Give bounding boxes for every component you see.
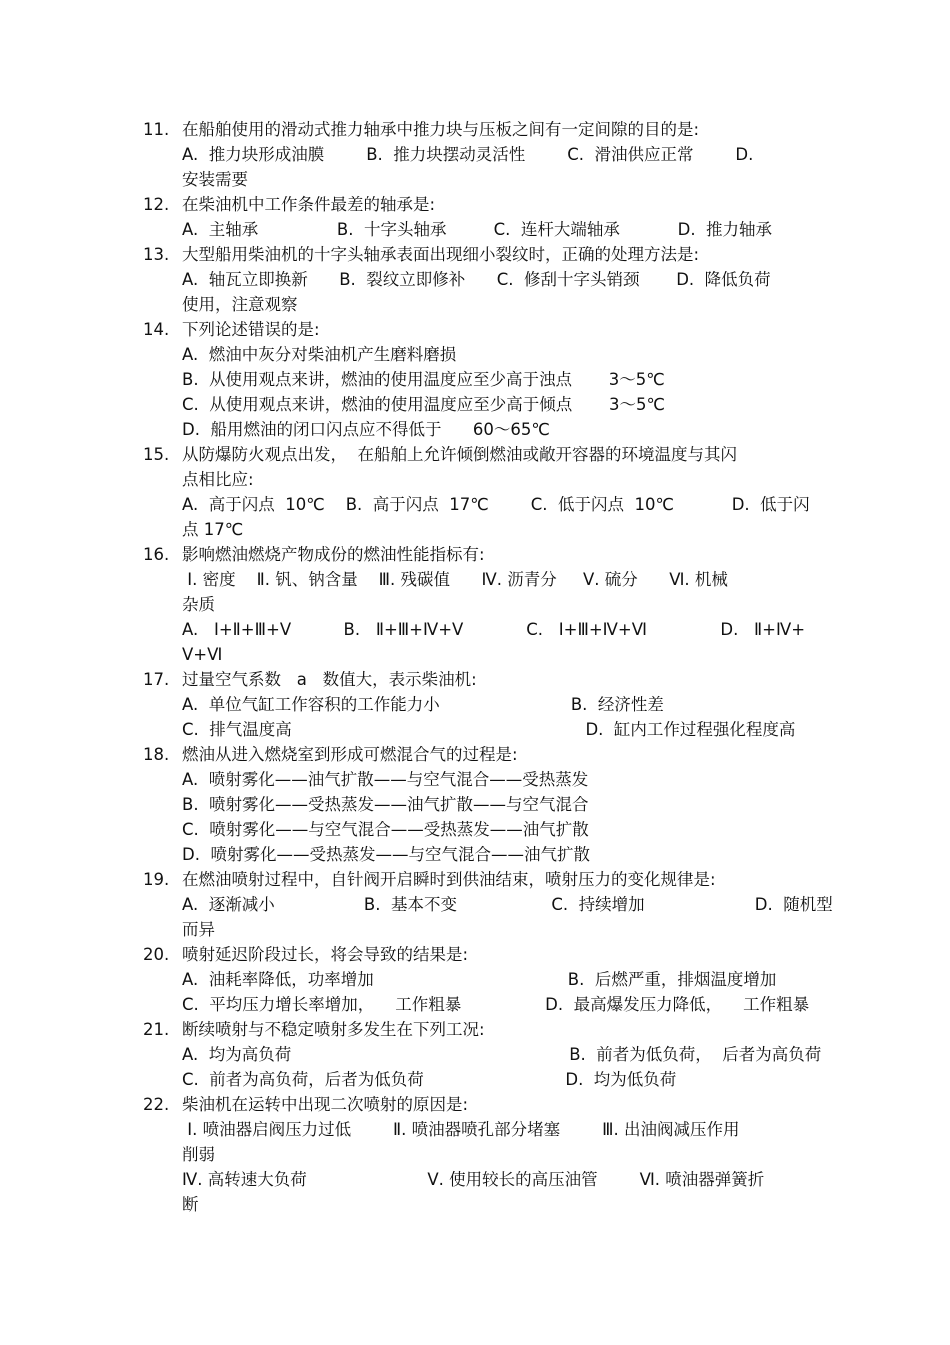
question-text: 柴油机在运转中出现二次喷射的原因是: <box>182 1095 469 1114</box>
text-line <box>0 792 950 817</box>
text-line <box>0 342 950 367</box>
question-text: 在燃油喷射过程中，自针阀开启瞬时到供油结束，喷射压力的变化规律是: <box>182 870 716 889</box>
line-text: 点 17℃ <box>182 520 244 539</box>
question-line <box>0 742 950 767</box>
question-number: 11. <box>143 120 170 139</box>
question-line <box>0 1017 950 1042</box>
line-text: A. 均为高负荷 B. 前者为低负荷， 后者为高负荷 <box>182 1045 822 1064</box>
line-text: D. 喷射雾化——受热蒸发——与空气混合——油气扩散 <box>182 845 590 864</box>
line-text: 削弱 <box>182 1145 215 1164</box>
text-line <box>0 842 950 867</box>
text-line <box>0 492 950 517</box>
line-text: A. 高于闪点 10℃ B. 高于闪点 17℃ C. 低于闪点 10℃ D. 低于闪 <box>182 495 810 514</box>
question-line <box>0 867 950 892</box>
line-text: 安装需要 <box>182 170 248 189</box>
line-text: D. 船用燃油的闭口闪点应不得低于 60～65℃ <box>182 420 550 439</box>
question-line <box>0 1092 950 1117</box>
question-line <box>0 442 950 467</box>
question-line <box>0 242 950 267</box>
question-text: 在柴油机中工作条件最差的轴承是: <box>182 195 436 214</box>
question-line <box>0 667 950 692</box>
line-text: A. Ⅰ+Ⅱ+Ⅲ+Ⅴ B. Ⅱ+Ⅲ+Ⅳ+Ⅴ C. Ⅰ+Ⅲ+Ⅳ+Ⅵ D. Ⅱ+Ⅳ+ <box>182 620 806 639</box>
text-line <box>0 267 950 292</box>
text-line <box>0 217 950 242</box>
text-line <box>0 142 950 167</box>
question-number: 19. <box>143 870 170 889</box>
text-line <box>0 917 950 942</box>
line-text: A. 单位气缸工作容积的工作能力小 B. 经济性差 <box>182 695 664 714</box>
text-line <box>0 617 950 642</box>
line-text: C. 排气温度高 D. 缸内工作过程强化程度高 <box>182 720 796 739</box>
line-text: A. 主轴承 B. 十字头轴承 C. 连杆大端轴承 D. 推力轴承 <box>182 220 773 239</box>
text-line <box>0 967 950 992</box>
question-number: 21. <box>143 1020 170 1039</box>
line-text: 点相比应: <box>182 470 254 489</box>
text-line <box>0 642 950 667</box>
question-line <box>0 317 950 342</box>
line-text: A. 逐渐减小 B. 基本不变 C. 持续增加 D. 随机型 <box>182 895 833 914</box>
question-line <box>0 117 950 142</box>
line-text: 而异 <box>182 920 215 939</box>
text-line <box>0 692 950 717</box>
line-text: B. 喷射雾化——受热蒸发——油气扩散——与空气混合 <box>182 795 589 814</box>
question-line <box>0 192 950 217</box>
question-number: 18. <box>143 745 170 764</box>
line-text: A. 燃油中灰分对柴油机产生磨料磨损 <box>182 345 457 364</box>
text-line <box>0 567 950 592</box>
question-number: 16. <box>143 545 170 564</box>
line-text: Ⅳ. 高转速大负荷 Ⅴ. 使用较长的高压油管 Ⅵ. 喷油器弹簧折 <box>182 1170 765 1189</box>
line-text: A. 油耗率降低，功率增加 B. 后燃严重，排烟温度增加 <box>182 970 777 989</box>
line-text: C. 喷射雾化——与空气混合——受热蒸发——油气扩散 <box>182 820 589 839</box>
text-line <box>0 167 950 192</box>
question-text: 影响燃油燃烧产物成份的燃油性能指标有: <box>182 545 485 564</box>
line-text: C. 前者为高负荷，后者为低负荷 D. 均为低负荷 <box>182 1070 677 1089</box>
text-line <box>0 467 950 492</box>
question-text: 断续喷射与不稳定喷射多发生在下列工况: <box>182 1020 485 1039</box>
question-number: 22. <box>143 1095 170 1114</box>
text-line <box>0 892 950 917</box>
question-number: 14. <box>143 320 170 339</box>
line-text: C. 从使用观点来讲，燃油的使用温度应至少高于倾点 3～5℃ <box>182 395 665 414</box>
text-line <box>0 292 950 317</box>
text-line <box>0 417 950 442</box>
question-text: 大型船用柴油机的十字头轴承表面出现细小裂纹时，正确的处理方法是: <box>182 245 700 264</box>
line-text: C. 平均压力增长率增加， 工作粗暴 D. 最高爆发压力降低， 工作粗暴 <box>182 995 810 1014</box>
line-text: 杂质 <box>182 595 215 614</box>
line-text: 使用，注意观察 <box>182 295 298 314</box>
question-number: 13. <box>143 245 170 264</box>
text-line <box>0 717 950 742</box>
text-line <box>0 592 950 617</box>
text-line <box>0 367 950 392</box>
line-text: B. 从使用观点来讲，燃油的使用温度应至少高于浊点 3～5℃ <box>182 370 665 389</box>
text-line <box>0 1142 950 1167</box>
line-text: Ⅰ. 喷油器启阀压力过低 Ⅱ. 喷油器喷孔部分堵塞 Ⅲ. 出油阀减压作用 <box>182 1120 740 1139</box>
text-line <box>0 817 950 842</box>
question-text: 从防爆防火观点出发， 在船舶上允许倾倒燃油或敞开容器的环境温度与其闪 <box>182 445 737 464</box>
question-line <box>0 542 950 567</box>
line-text: Ⅴ+Ⅵ <box>182 645 223 664</box>
text-line <box>0 767 950 792</box>
text-line <box>0 517 950 542</box>
question-text: 喷射延迟阶段过长，将会导致的结果是: <box>182 945 469 964</box>
question-text: 下列论述错误的是: <box>182 320 320 339</box>
question-line <box>0 942 950 967</box>
text-line <box>0 992 950 1017</box>
question-number: 12. <box>143 195 170 214</box>
line-text: Ⅰ. 密度 Ⅱ. 钒、钠含量 Ⅲ. 残碳值 Ⅳ. 沥青分 Ⅴ. 硫分 Ⅵ. 机械 <box>182 570 728 589</box>
text-line <box>0 1192 950 1217</box>
text-line <box>0 1117 950 1142</box>
question-text: 过量空气系数 a 数值大，表示柴油机: <box>182 670 477 689</box>
question-text: 在船舶使用的滑动式推力轴承中推力块与压板之间有一定间隙的目的是: <box>182 120 700 139</box>
text-line <box>0 1042 950 1067</box>
line-text: A. 推力块形成油膜 B. 推力块摆动灵活性 C. 滑油供应正常 D. <box>182 145 754 164</box>
question-number: 17. <box>143 670 170 689</box>
question-number: 20. <box>143 945 170 964</box>
line-text: A. 轴瓦立即换新 B. 裂纹立即修补 C. 修刮十字头销颈 D. 降低负荷 <box>182 270 771 289</box>
text-line <box>0 1167 950 1192</box>
question-number: 15. <box>143 445 170 464</box>
question-text: 燃油从进入燃烧室到形成可燃混合气的过程是: <box>182 745 518 764</box>
text-line <box>0 1067 950 1092</box>
line-text: 断 <box>182 1195 199 1214</box>
line-text: A. 喷射雾化——油气扩散——与空气混合——受热蒸发 <box>182 770 589 789</box>
text-line <box>0 392 950 417</box>
